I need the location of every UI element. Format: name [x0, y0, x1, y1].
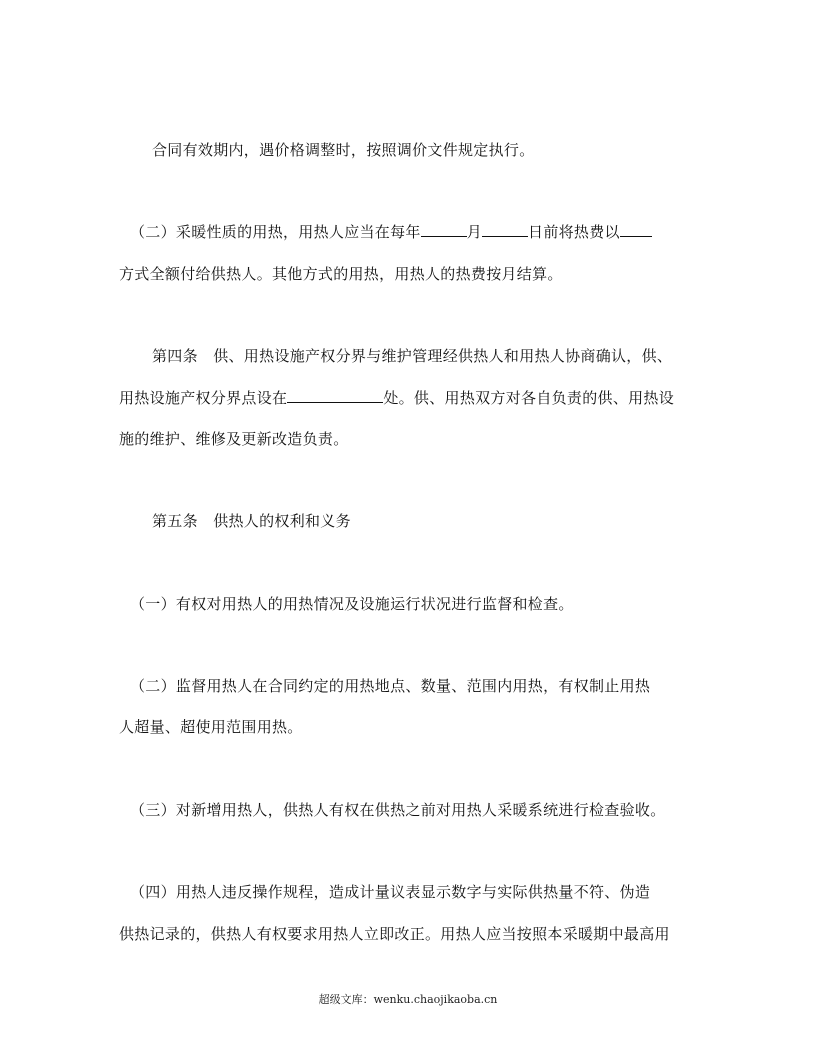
blank-payment-method-field[interactable]	[620, 222, 652, 237]
paragraph-heating-payment-line2: 方式全额付给供热人。其他方式的用热，用热人的热费按月结算。	[119, 265, 563, 283]
article-four-line2	[119, 388, 699, 408]
article-five-item-four-line2: 供热记录的，供热人有权要求用热人立即改正。用热人应当按照本采暖期中最高用	[119, 925, 670, 943]
page-footer-source: 超级文库：wenku.chaojikaoba.cn	[318, 993, 498, 1006]
article-five-item-two-line2: 人超量、超使用范围用热。	[119, 718, 303, 736]
article-five-item-one: （一）有权对用热人的用热情况及设施运行状况进行监督和检查。	[130, 595, 574, 613]
article-five-item-two-line1: （二）监督用热人在合同约定的用热地点、数量、范围内用热，有权制止用热	[130, 677, 651, 695]
text-segment: （二）采暖性质的用热，用热人应当在每年	[130, 223, 421, 241]
paragraph-heating-payment-line1	[130, 222, 710, 242]
article-four-line1: 第四条 供、用热设施产权分界与维护管理经供热人和用热人协商确认，供、	[152, 347, 673, 365]
text-segment: 日前将热费以	[528, 223, 620, 241]
article-four-line3: 施的维护、维修及更新改造负责。	[119, 430, 349, 448]
text-segment: 月	[466, 223, 483, 241]
text-segment: 用热设施产权分界点设在	[119, 389, 288, 407]
blank-boundary-point-field[interactable]	[287, 388, 383, 403]
blank-month-field[interactable]	[421, 222, 467, 237]
article-five-item-three: （三）对新增用热人，供热人有权在供热之前对用热人采暖系统进行检查验收。	[130, 801, 666, 819]
blank-day-field[interactable]	[482, 222, 528, 237]
paragraph-price-adjustment: 合同有效期内，遇价格调整时，按照调价文件规定执行。	[152, 141, 535, 159]
article-five-heading: 第五条 供热人的权利和义务	[152, 512, 351, 530]
article-five-item-four-line1: （四）用热人违反操作规程，造成计量议表显示数字与实际供热量不符、伪造	[130, 883, 651, 901]
text-segment: 处。供、用热双方对各自负责的供、用热设	[383, 389, 675, 407]
